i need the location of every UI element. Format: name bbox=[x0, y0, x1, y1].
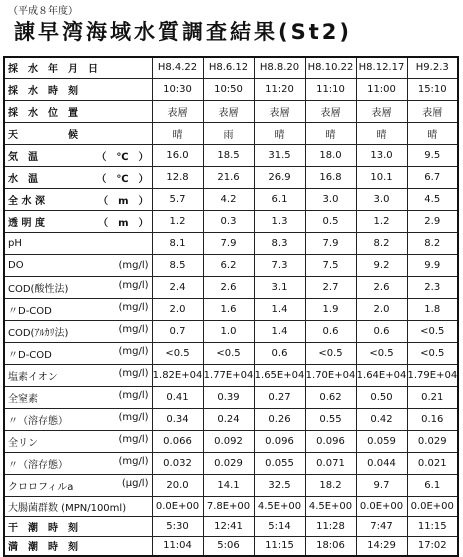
value-cell: 21.6 bbox=[203, 166, 254, 188]
value-cell: 0.3 bbox=[203, 210, 254, 232]
value-cell: 表層 bbox=[152, 100, 203, 122]
row-label-cell bbox=[4, 276, 152, 298]
value-cell: 9.7 bbox=[356, 474, 407, 496]
value-cell: 7.3 bbox=[254, 254, 305, 276]
table-row bbox=[4, 122, 458, 144]
value-cell: 0.62 bbox=[305, 386, 356, 408]
row-label-cell bbox=[4, 474, 152, 496]
row-label: 大腸菌群数 (MPN/100ml) bbox=[8, 502, 127, 514]
value-cell: 8.2 bbox=[407, 232, 458, 254]
row-unit: （ ℃ ） bbox=[96, 173, 149, 185]
value-cell: 14:29 bbox=[356, 536, 407, 556]
value-cell: 0.059 bbox=[356, 430, 407, 452]
table-row bbox=[4, 166, 458, 188]
row-unit: (mg/l) bbox=[118, 367, 149, 379]
table-row bbox=[4, 320, 458, 342]
value-cell: 7.8E+00 bbox=[203, 496, 254, 516]
value-cell: 4.5 bbox=[407, 188, 458, 210]
row-unit: (mg/l) bbox=[118, 279, 149, 291]
value-cell: 11:20 bbox=[254, 78, 305, 100]
row-label-cell bbox=[4, 298, 152, 320]
value-cell: 14.1 bbox=[203, 474, 254, 496]
value-cell: 11:10 bbox=[305, 78, 356, 100]
value-cell: 8.3 bbox=[254, 232, 305, 254]
table-row bbox=[4, 276, 458, 298]
value-cell: 18.0 bbox=[305, 144, 356, 166]
date-cell: H8.4.22 bbox=[152, 57, 203, 78]
value-cell: 1.8 bbox=[407, 298, 458, 320]
value-cell: 7.9 bbox=[305, 232, 356, 254]
value-cell: 7:47 bbox=[356, 516, 407, 536]
table-row bbox=[4, 496, 458, 516]
value-cell: 2.7 bbox=[305, 276, 356, 298]
table-row bbox=[4, 430, 458, 452]
table-row bbox=[4, 474, 458, 496]
table-row bbox=[4, 342, 458, 364]
row-label: 干 潮 時 刻 bbox=[8, 522, 78, 534]
row-label-cell bbox=[4, 188, 152, 210]
row-label: 〃（溶存態） bbox=[8, 415, 68, 427]
value-cell: <0.5 bbox=[305, 342, 356, 364]
row-label: 全窒素 bbox=[8, 393, 38, 405]
value-cell: 13.0 bbox=[356, 144, 407, 166]
date-cell: H8.8.20 bbox=[254, 57, 305, 78]
value-cell: 11:15 bbox=[407, 516, 458, 536]
value-cell: 3.0 bbox=[356, 188, 407, 210]
value-cell: 9.9 bbox=[407, 254, 458, 276]
table-row bbox=[4, 78, 458, 100]
value-cell: 0.26 bbox=[254, 408, 305, 430]
value-cell: 0.39 bbox=[203, 386, 254, 408]
value-cell: 8.2 bbox=[356, 232, 407, 254]
row-label-cell bbox=[4, 342, 152, 364]
value-cell: 12:41 bbox=[203, 516, 254, 536]
value-cell: 晴 bbox=[305, 122, 356, 144]
value-cell: 表層 bbox=[356, 100, 407, 122]
value-cell: 0.0E+00 bbox=[356, 496, 407, 516]
row-label: クロロフィルa bbox=[8, 481, 74, 493]
value-cell: 18.5 bbox=[203, 144, 254, 166]
row-label: pH bbox=[8, 237, 22, 249]
row-unit: (μg/l) bbox=[121, 477, 149, 489]
value-cell: 5:14 bbox=[254, 516, 305, 536]
table-row bbox=[4, 364, 458, 386]
row-label: 〃D-COD bbox=[8, 305, 52, 317]
value-cell: 7.5 bbox=[305, 254, 356, 276]
row-label-cell bbox=[4, 100, 152, 122]
row-label: 塩素イオン bbox=[8, 371, 58, 383]
value-cell: 2.6 bbox=[203, 276, 254, 298]
value-cell: 5.7 bbox=[152, 188, 203, 210]
value-cell: 4.5E+00 bbox=[305, 496, 356, 516]
value-cell: 18:06 bbox=[305, 536, 356, 556]
value-cell: 20.0 bbox=[152, 474, 203, 496]
value-cell: 10.1 bbox=[356, 166, 407, 188]
row-label: 全リン bbox=[8, 437, 38, 449]
value-cell: <0.5 bbox=[152, 342, 203, 364]
table-row bbox=[4, 100, 458, 122]
value-cell: 2.9 bbox=[407, 210, 458, 232]
document-title: 諌早湾海域水質調査結果(St2) bbox=[14, 20, 352, 44]
row-unit: (mg/l) bbox=[118, 411, 149, 423]
value-cell: <0.5 bbox=[407, 342, 458, 364]
row-label: 採 水 位 置 bbox=[8, 107, 78, 119]
row-label-cell bbox=[4, 496, 152, 516]
value-cell: 8.1 bbox=[152, 232, 203, 254]
value-cell: 表層 bbox=[407, 100, 458, 122]
date-cell: H9.2.3 bbox=[407, 57, 458, 78]
value-cell: 晴 bbox=[356, 122, 407, 144]
row-label: 採 水 時 刻 bbox=[8, 85, 78, 97]
value-cell: 0.50 bbox=[356, 386, 407, 408]
row-label-cell bbox=[4, 452, 152, 474]
value-cell: 0.24 bbox=[203, 408, 254, 430]
value-cell: 0.032 bbox=[152, 452, 203, 474]
value-cell: 6.2 bbox=[203, 254, 254, 276]
row-label: DO bbox=[8, 259, 24, 271]
header-row bbox=[4, 57, 458, 78]
row-label-cell bbox=[4, 516, 152, 536]
value-cell: 1.65E+04 bbox=[254, 364, 305, 386]
value-cell: 0.34 bbox=[152, 408, 203, 430]
table-row bbox=[4, 536, 458, 556]
value-cell: 5:06 bbox=[203, 536, 254, 556]
value-cell: 2.0 bbox=[152, 298, 203, 320]
header-label: 採 水 年 月 日 bbox=[4, 57, 152, 78]
value-cell: 11:28 bbox=[305, 516, 356, 536]
row-unit: (mg/l) bbox=[118, 301, 149, 313]
row-unit: (mg/l) bbox=[118, 323, 149, 335]
value-cell: 11:00 bbox=[356, 78, 407, 100]
table-row bbox=[4, 254, 458, 276]
row-label: 満 潮 時 刻 bbox=[8, 542, 78, 554]
row-label: COD(ｱﾙｶﾘ法) bbox=[8, 327, 69, 339]
value-cell: 0.096 bbox=[254, 430, 305, 452]
fiscal-year-note: （平成８年度） bbox=[8, 6, 78, 17]
value-cell: 0.21 bbox=[407, 386, 458, 408]
row-label: COD(酸性法) bbox=[8, 283, 69, 295]
value-cell: 1.79E+04 bbox=[407, 364, 458, 386]
value-cell: 10:50 bbox=[203, 78, 254, 100]
row-label-cell bbox=[4, 430, 152, 452]
value-cell: 1.0 bbox=[203, 320, 254, 342]
row-label: 天 候 bbox=[8, 129, 78, 141]
row-label: 水 温 bbox=[8, 173, 38, 185]
value-cell: 0.029 bbox=[407, 430, 458, 452]
row-unit: (mg/l) bbox=[118, 433, 149, 445]
value-cell: 1.9 bbox=[305, 298, 356, 320]
value-cell: 1.4 bbox=[254, 298, 305, 320]
value-cell: <0.5 bbox=[356, 342, 407, 364]
row-label: 気 温 bbox=[8, 151, 38, 163]
value-cell: 0.41 bbox=[152, 386, 203, 408]
row-unit: （ m ） bbox=[98, 217, 149, 229]
row-label-cell bbox=[4, 166, 152, 188]
value-cell: 2.3 bbox=[407, 276, 458, 298]
value-cell: 6.1 bbox=[407, 474, 458, 496]
row-unit: (mg/l) bbox=[118, 455, 149, 467]
value-cell: 5:30 bbox=[152, 516, 203, 536]
table-row bbox=[4, 188, 458, 210]
row-unit: (mg/l) bbox=[118, 345, 149, 357]
table-row bbox=[4, 386, 458, 408]
value-cell: 12.8 bbox=[152, 166, 203, 188]
value-cell: 2.0 bbox=[356, 298, 407, 320]
value-cell: 4.2 bbox=[203, 188, 254, 210]
row-label-cell bbox=[4, 78, 152, 100]
value-cell: 17:02 bbox=[407, 536, 458, 556]
date-cell: H8.6.12 bbox=[203, 57, 254, 78]
row-label: 〃（溶存態） bbox=[8, 459, 68, 471]
row-label-cell bbox=[4, 408, 152, 430]
value-cell: 2.6 bbox=[356, 276, 407, 298]
value-cell: 表層 bbox=[203, 100, 254, 122]
value-cell: 表層 bbox=[305, 100, 356, 122]
row-label-cell bbox=[4, 320, 152, 342]
value-cell: 0.044 bbox=[356, 452, 407, 474]
value-cell: 0.0E+00 bbox=[407, 496, 458, 516]
table-row bbox=[4, 210, 458, 232]
value-cell: 1.4 bbox=[254, 320, 305, 342]
value-cell: 0.029 bbox=[203, 452, 254, 474]
row-unit: （ m ） bbox=[98, 195, 149, 207]
row-label-cell bbox=[4, 232, 152, 254]
value-cell: 0.55 bbox=[305, 408, 356, 430]
value-cell: 0.0E+00 bbox=[152, 496, 203, 516]
table-row bbox=[4, 232, 458, 254]
value-cell: 1.2 bbox=[356, 210, 407, 232]
row-label-cell bbox=[4, 144, 152, 166]
value-cell: 3.1 bbox=[254, 276, 305, 298]
value-cell: 6.1 bbox=[254, 188, 305, 210]
value-cell: 26.9 bbox=[254, 166, 305, 188]
value-cell: 0.055 bbox=[254, 452, 305, 474]
row-unit: (mg/l) bbox=[118, 389, 149, 401]
value-cell: <0.5 bbox=[407, 320, 458, 342]
value-cell: 0.092 bbox=[203, 430, 254, 452]
value-cell: 9.2 bbox=[356, 254, 407, 276]
value-cell: 晴 bbox=[407, 122, 458, 144]
value-cell: 0.6 bbox=[356, 320, 407, 342]
value-cell: 2.4 bbox=[152, 276, 203, 298]
value-cell: 1.70E+04 bbox=[305, 364, 356, 386]
row-label: 透 明 度 bbox=[8, 217, 45, 229]
table-row bbox=[4, 408, 458, 430]
row-unit: (mg/l) bbox=[118, 259, 149, 271]
value-cell: <0.5 bbox=[203, 342, 254, 364]
value-cell: 8.5 bbox=[152, 254, 203, 276]
value-cell: 11:15 bbox=[254, 536, 305, 556]
value-cell: 1.3 bbox=[254, 210, 305, 232]
value-cell: 6.7 bbox=[407, 166, 458, 188]
row-label: 全 水 深 bbox=[8, 195, 45, 207]
value-cell: 1.82E+04 bbox=[152, 364, 203, 386]
water-quality-table bbox=[3, 56, 459, 557]
value-cell: 0.096 bbox=[305, 430, 356, 452]
row-label-cell bbox=[4, 210, 152, 232]
row-label: 〃D-COD bbox=[8, 349, 52, 361]
value-cell: 晴 bbox=[152, 122, 203, 144]
row-label-cell bbox=[4, 386, 152, 408]
table-row bbox=[4, 298, 458, 320]
value-cell: 3.0 bbox=[305, 188, 356, 210]
value-cell: 18.2 bbox=[305, 474, 356, 496]
value-cell: 晴 bbox=[254, 122, 305, 144]
value-cell: 7.9 bbox=[203, 232, 254, 254]
value-cell: 32.5 bbox=[254, 474, 305, 496]
value-cell: 0.6 bbox=[305, 320, 356, 342]
value-cell: 31.5 bbox=[254, 144, 305, 166]
table-row bbox=[4, 452, 458, 474]
row-label-cell bbox=[4, 122, 152, 144]
value-cell: 1.64E+04 bbox=[356, 364, 407, 386]
value-cell: 0.6 bbox=[254, 342, 305, 364]
value-cell: 0.7 bbox=[152, 320, 203, 342]
table-row bbox=[4, 144, 458, 166]
value-cell: 1.6 bbox=[203, 298, 254, 320]
value-cell: 1.77E+04 bbox=[203, 364, 254, 386]
value-cell: 0.5 bbox=[305, 210, 356, 232]
value-cell: 1.2 bbox=[152, 210, 203, 232]
value-cell: 0.27 bbox=[254, 386, 305, 408]
value-cell: 0.066 bbox=[152, 430, 203, 452]
row-unit: （ ℃ ） bbox=[96, 151, 149, 163]
value-cell: 0.16 bbox=[407, 408, 458, 430]
value-cell: 雨 bbox=[203, 122, 254, 144]
value-cell: 16.0 bbox=[152, 144, 203, 166]
row-label-cell bbox=[4, 364, 152, 386]
value-cell: 0.42 bbox=[356, 408, 407, 430]
date-cell: H8.12.17 bbox=[356, 57, 407, 78]
value-cell: 15:10 bbox=[407, 78, 458, 100]
date-cell: H8.10.22 bbox=[305, 57, 356, 78]
value-cell: 0.021 bbox=[407, 452, 458, 474]
table-row bbox=[4, 516, 458, 536]
row-label-cell bbox=[4, 536, 152, 556]
row-label-cell bbox=[4, 254, 152, 276]
value-cell: 10:30 bbox=[152, 78, 203, 100]
value-cell: 0.071 bbox=[305, 452, 356, 474]
value-cell: 表層 bbox=[254, 100, 305, 122]
value-cell: 9.5 bbox=[407, 144, 458, 166]
value-cell: 16.8 bbox=[305, 166, 356, 188]
value-cell: 11:04 bbox=[152, 536, 203, 556]
value-cell: 4.5E+00 bbox=[254, 496, 305, 516]
